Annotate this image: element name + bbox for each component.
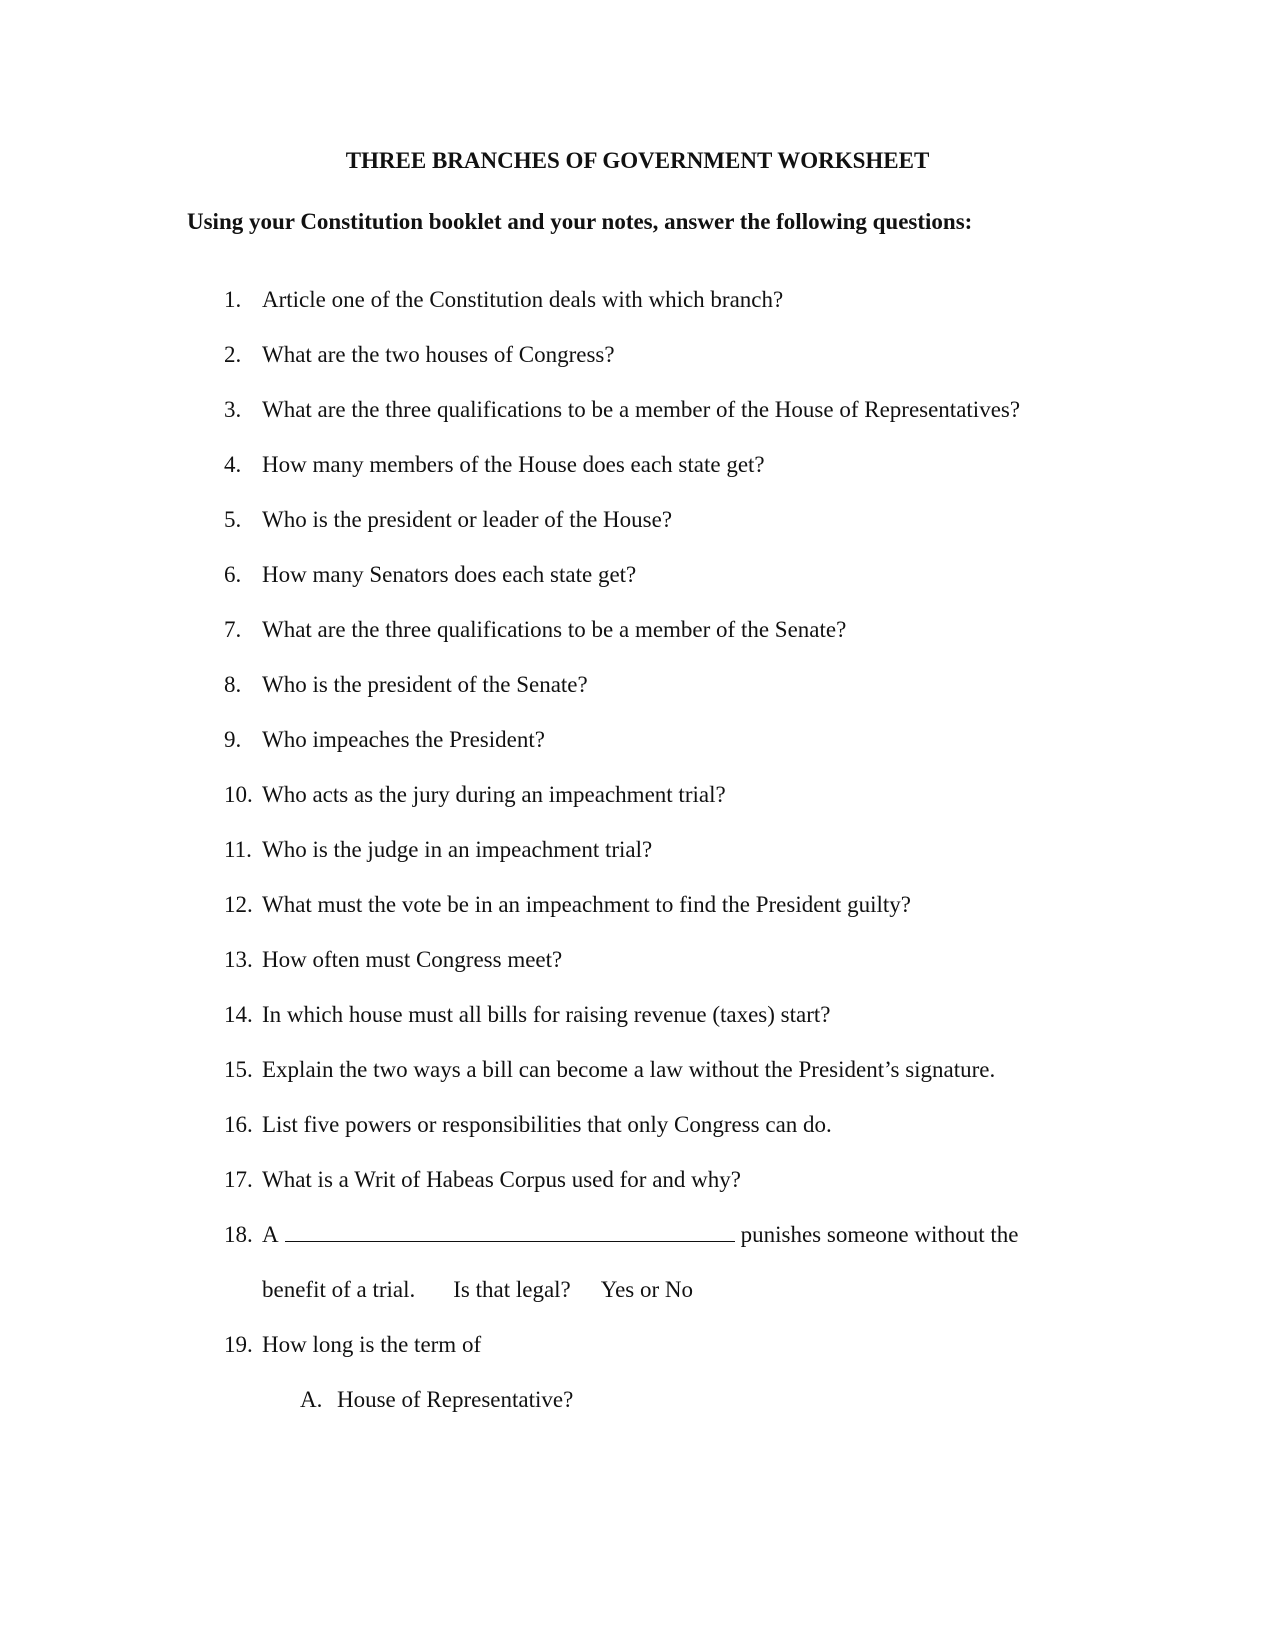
- question-number: 5.: [224, 507, 242, 532]
- question-text-part: Is that legal?: [453, 1277, 571, 1302]
- question-7: [224, 616, 846, 644]
- question-18-continuation: [262, 1276, 693, 1304]
- question-text: What are the three qualifications to be a member of the House of Representatives?: [262, 397, 1021, 422]
- question-19: [224, 1331, 481, 1359]
- question-text-suffix: punishes someone without the: [740, 1222, 1019, 1247]
- question-text: Who is the president of the Senate?: [262, 672, 588, 697]
- question-1: [224, 286, 783, 314]
- question-number: 3.: [224, 397, 242, 422]
- instructions: Using your Constitution booklet and your notes, answer the following questions:: [187, 209, 973, 234]
- question-text: Article one of the Constitution deals with which branch?: [262, 287, 784, 312]
- question-9: [224, 726, 545, 754]
- question-17: [224, 1166, 741, 1194]
- question-number: 16.: [224, 1112, 253, 1137]
- question-16: [224, 1111, 832, 1139]
- question-18: [224, 1221, 1019, 1249]
- question-number: 4.: [224, 452, 242, 477]
- question-text: What is a Writ of Habeas Corpus used for and why?: [262, 1167, 741, 1192]
- question-text: Who is the president or leader of the House?: [262, 507, 673, 532]
- sub-item-text: House of Representative?: [337, 1387, 574, 1412]
- question-text: In which house must all bills for raising revenue (taxes) start?: [262, 1002, 831, 1027]
- question-2: [224, 341, 615, 369]
- question-8: [224, 671, 588, 699]
- question-text: What must the vote be in an impeachment to find the President guilty?: [262, 892, 911, 917]
- question-text: How many members of the House does each state get?: [262, 452, 765, 477]
- question-6: [224, 561, 636, 589]
- question-number: 14.: [224, 1002, 253, 1027]
- sub-item-letter: A.: [300, 1387, 323, 1412]
- question-text: Explain the two ways a bill can become a law without the President’s signature.: [262, 1057, 996, 1082]
- question-13: [224, 946, 562, 974]
- question-number: 18.: [224, 1222, 253, 1247]
- question-text: What are the two houses of Congress?: [262, 342, 615, 367]
- question-text-part: benefit of a trial.: [262, 1277, 416, 1302]
- question-text: Who is the judge in an impeachment trial?: [262, 837, 653, 862]
- question-number: 19.: [224, 1332, 253, 1357]
- question-number: 9.: [224, 727, 242, 752]
- question-15: [224, 1056, 995, 1084]
- question-11: [224, 836, 652, 864]
- question-text: How often must Congress meet?: [262, 947, 563, 972]
- question-number: 17.: [224, 1167, 253, 1192]
- question-19-sub-a: [300, 1386, 573, 1414]
- question-5: [224, 506, 672, 534]
- question-number: 12.: [224, 892, 253, 917]
- question-number: 6.: [224, 562, 242, 587]
- question-text-prefix: A: [262, 1222, 279, 1247]
- question-text: How long is the term of: [262, 1332, 482, 1357]
- question-number: 1.: [224, 287, 242, 312]
- question-number: 8.: [224, 672, 242, 697]
- question-14: [224, 1001, 830, 1029]
- question-10: [224, 781, 726, 809]
- question-text: List five powers or responsibilities that only Congress can do.: [262, 1112, 832, 1137]
- question-number: 13.: [224, 947, 253, 972]
- question-number: 2.: [224, 342, 242, 367]
- question-text: Who impeaches the President?: [262, 727, 545, 752]
- question-number: 11.: [224, 837, 252, 862]
- yes-no-choice: Yes or No: [600, 1277, 694, 1302]
- fill-in-blank-line[interactable]: [285, 1221, 735, 1242]
- question-text: What are the three qualifications to be a member of the Senate?: [262, 617, 847, 642]
- question-3: [224, 396, 1020, 424]
- question-4: [224, 451, 765, 479]
- question-12: [224, 891, 911, 919]
- question-text: How many Senators does each state get?: [262, 562, 637, 587]
- worksheet-title: THREE BRANCHES OF GOVERNMENT WORKSHEET: [345, 148, 930, 173]
- question-number: 10.: [224, 782, 253, 807]
- question-text: Who acts as the jury during an impeachment trial?: [262, 782, 726, 807]
- question-number: 7.: [224, 617, 242, 642]
- question-number: 15.: [224, 1057, 253, 1082]
